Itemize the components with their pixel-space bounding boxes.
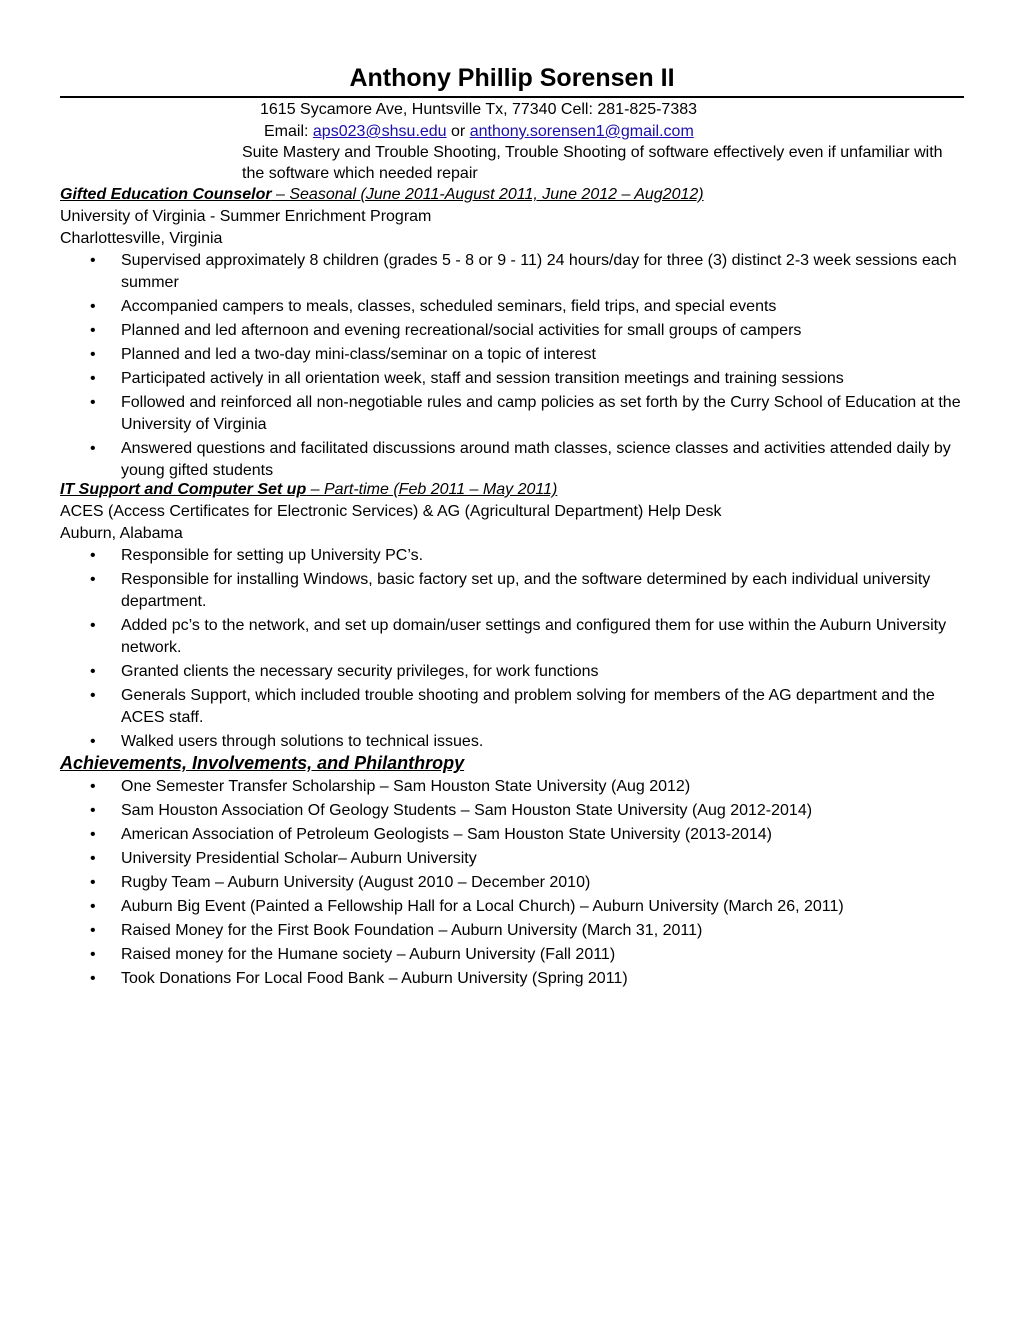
achievements-heading: Achievements, Involvements, and Philanthropy <box>60 753 465 773</box>
email-or: or <box>446 123 470 140</box>
duty-text: Granted clients the necessary security privileges, for work functions <box>121 663 599 680</box>
achievement-text: American Association of Petroleum Geologists – Sam Houston State University (2013-2014) <box>121 826 772 843</box>
bullet: • <box>90 440 96 457</box>
bullet: • <box>90 617 96 634</box>
bullet: • <box>90 922 96 939</box>
job-location: Charlottesville, Virginia <box>60 230 223 247</box>
list-item <box>60 661 970 683</box>
list-item <box>60 968 970 990</box>
bullet: • <box>90 778 96 795</box>
duty-text: Participated actively in all orientation week, staff and session transition meetings and training sessions <box>121 370 844 387</box>
duty-text: Planned and led a two-day mini-class/seminar on a topic of interest <box>121 346 596 363</box>
list-item <box>60 296 970 318</box>
bullet: • <box>90 850 96 867</box>
job-duties-list <box>60 250 970 482</box>
duty-text: Walked users through solutions to technical issues. <box>121 733 484 750</box>
duty-text: Responsible for installing Windows, basic factory set up, and the software determined by each individual university department. <box>121 571 931 610</box>
list-item <box>60 896 970 918</box>
achievements-list <box>60 776 970 990</box>
job-title-dates: – Part-time (Feb 2011 – May 2011) <box>306 481 558 498</box>
list-item <box>60 848 970 870</box>
list-item <box>60 545 970 567</box>
job-title <box>60 184 970 206</box>
resume-name: Anthony Phillip Sorensen II <box>349 64 675 92</box>
job-title-dates: – Seasonal (June 2011-August 2011, June 2012 – Aug2012) <box>271 186 704 203</box>
bullet: • <box>90 898 96 915</box>
list-item <box>60 872 970 894</box>
email-line <box>264 121 694 143</box>
list-item <box>60 250 970 294</box>
duty-text: Supervised approximately 8 children (grades 5 - 8 or 9 - 11) 24 hours/day for three (3) distinct 2-3 week sessions each summer <box>121 252 957 291</box>
bullet: • <box>90 394 96 411</box>
skills-summary: Suite Mastery and Trouble Shooting, Trouble Shooting of software effectively even if unfamiliar with the software which needed repair <box>242 144 943 182</box>
duty-text: Planned and led afternoon and evening recreational/social activities for small groups of campers <box>121 322 802 339</box>
job-location: Auburn, Alabama <box>60 525 183 542</box>
bullet: • <box>90 252 96 269</box>
job-title <box>60 479 970 501</box>
bullet: • <box>90 733 96 750</box>
job-it-support <box>60 479 970 755</box>
bullet: • <box>90 370 96 387</box>
header-rule <box>60 96 964 98</box>
job-duties-list <box>60 545 970 753</box>
job-organization: University of Virginia - Summer Enrichment Program <box>60 208 432 225</box>
duty-text: Answered questions and facilitated discussions around math classes, science classes and activities attended daily by young gifted students <box>121 440 951 479</box>
bullet: • <box>90 663 96 680</box>
job-organization: ACES (Access Certificates for Electronic Services) & AG (Agricultural Department) Help Desk <box>60 503 722 520</box>
achievements-section <box>60 750 970 992</box>
bullet: • <box>90 322 96 339</box>
bullet: • <box>90 874 96 891</box>
duty-text: Followed and reinforced all non-negotiable rules and camp policies as set forth by the Curry School of Education at the University of Virginia <box>121 394 961 433</box>
list-item <box>60 368 970 390</box>
list-item <box>60 392 970 436</box>
job-title-bold: Gifted Education Counselor <box>60 186 272 203</box>
bullet: • <box>90 687 96 704</box>
list-item <box>60 320 970 342</box>
duty-text: Responsible for setting up University PC’s. <box>121 547 424 564</box>
list-item <box>60 438 970 482</box>
achievement-text: Rugby Team – Auburn University (August 2010 – December 2010) <box>121 874 591 891</box>
achievement-text: Raised money for the Humane society – Auburn University (Fall 2011) <box>121 946 616 963</box>
address-line: 1615 Sycamore Ave, Huntsville Tx, 77340 Cell: 281-825-7383 <box>260 101 698 118</box>
list-item <box>60 615 970 659</box>
email-link-shsu[interactable]: aps023@shsu.edu <box>312 123 447 140</box>
list-item <box>60 944 970 966</box>
bullet: • <box>90 970 96 987</box>
bullet: • <box>90 826 96 843</box>
achievement-text: Sam Houston Association Of Geology Students – Sam Houston State University (Aug 2012-2014) <box>121 802 813 819</box>
bullet: • <box>90 946 96 963</box>
achievement-text: Took Donations For Local Food Bank – Auburn University (Spring 2011) <box>121 970 628 987</box>
bullet: • <box>90 571 96 588</box>
job-title-bold: IT Support and Computer Set up <box>60 481 307 498</box>
bullet: • <box>90 346 96 363</box>
achievement-text: One Semester Transfer Scholarship – Sam Houston State University (Aug 2012) <box>121 778 691 795</box>
list-item <box>60 800 970 822</box>
duty-text: Generals Support, which included trouble shooting and problem solving for members of the AG department and the ACES staff. <box>121 687 935 726</box>
list-item <box>60 776 970 798</box>
list-item <box>60 920 970 942</box>
email-label: Email: <box>264 123 313 140</box>
list-item <box>60 569 970 613</box>
bullet: • <box>90 802 96 819</box>
duty-text: Added pc’s to the network, and set up domain/user settings and configured them for use within the Auburn University network. <box>121 617 947 656</box>
duty-text: Accompanied campers to meals, classes, scheduled seminars, field trips, and special events <box>121 298 777 315</box>
email-link-gmail[interactable]: anthony.sorensen1@gmail.com <box>469 123 694 140</box>
list-item <box>60 824 970 846</box>
job-gifted-education <box>60 184 970 484</box>
list-item <box>60 344 970 366</box>
list-item <box>60 685 970 729</box>
achievement-text: Auburn Big Event (Painted a Fellowship Hall for a Local Church) – Auburn University (March 26, 2011) <box>121 898 844 915</box>
bullet: • <box>90 547 96 564</box>
achievement-text: Raised Money for the First Book Foundation – Auburn University (March 31, 2011) <box>121 922 703 939</box>
achievement-text: University Presidential Scholar– Auburn University <box>121 850 477 867</box>
bullet: • <box>90 298 96 315</box>
